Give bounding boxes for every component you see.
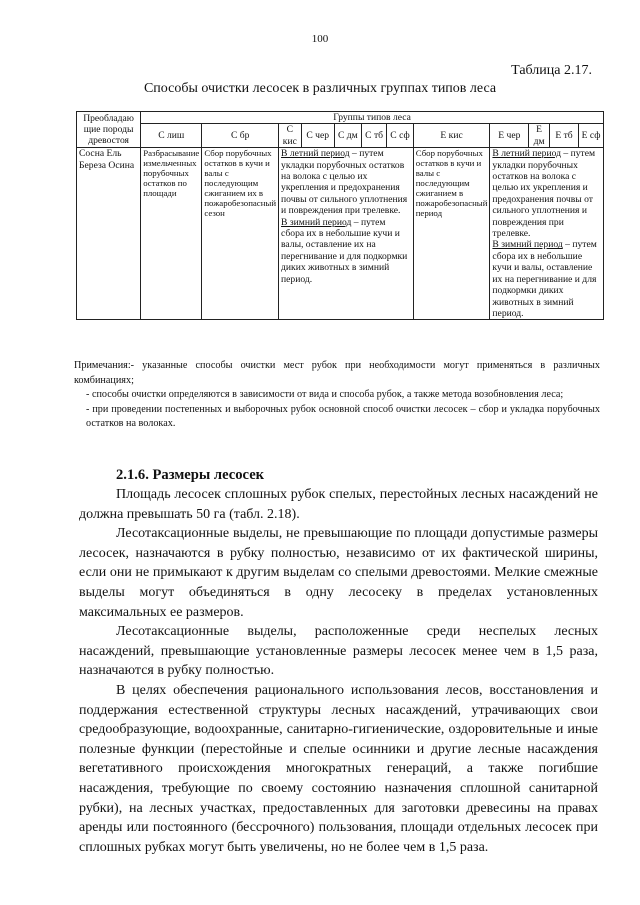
page-number: 100 (311, 33, 329, 45)
paragraph-2: Лесотаксационные выделы, не превышающие по площади допустимые размеры лесосек, назначаются в рубку полностью, независимо от их фактической ширины, если они не примыкают к другим выделам со спелыми древостоями. Мелкие смежные выделы могут объединяться в одну лесосеку в пределах установленных максимальных ее размеров. (79, 526, 598, 620)
column-header: Е чер (490, 124, 529, 148)
forest-cleaning-table (76, 111, 604, 320)
summer-text: – путем укладки порубочных остатков на волока с целью их укрепления и предохранения почвы от сильного уплотнения и повреждения при трелевке. (492, 148, 596, 240)
paragraph-3: Лесотаксационные выделы, расположенные среди неспелых лесных насаждений, превышающие установленные размеры лесосек менее чем в 1,5 раза, назначаются в рубку полностью. (79, 624, 598, 679)
method-summer-winter-s (279, 148, 414, 320)
note-3: - при проведении постепенных и выборочных рубок основной способ очистки лесосек – сбор и укладка порубочных остатков на волоках. (86, 403, 600, 430)
winter-text: – путем сбора их в небольшие кучи и валы, оставление их на перегнивание и для подкормки диких животных в зимний период. (492, 239, 597, 319)
table-body-row (77, 148, 604, 320)
table-header-row-2 (77, 124, 604, 148)
method-e-kis: Сбор порубочных остатков в кучи и валы с последующим сжиганием в пожаробезопасный период (413, 148, 490, 320)
column-header: С кис (279, 124, 302, 148)
summer-label: В летний период (492, 148, 561, 160)
table-title: Способы очистки лесосек в различных группах типов леса (143, 81, 497, 96)
table-header-row-1 (77, 112, 604, 124)
column-header: С чер (301, 124, 334, 148)
body-text (79, 485, 598, 857)
header-dominant-species: Преобладаю щие породы древостоя (77, 112, 141, 148)
column-header: Е тб (550, 124, 579, 148)
column-header: С тб (361, 124, 386, 148)
winter-label: В зимний период (492, 239, 563, 251)
column-header: Е сф (579, 124, 604, 148)
section-title: 2.1.6. Размеры лесосек (116, 467, 265, 483)
table-label: Таблица 2.17. (511, 63, 592, 78)
species-cell: Сосна Ель Береза Осина (77, 148, 141, 320)
table-notes (74, 359, 600, 432)
column-header: С бр (202, 124, 279, 148)
note-1: Примечания:- указанные способы очистки мест рубок при необходимости могут применяться в различных комбинациях; (74, 360, 600, 386)
summer-text: – путем укладки порубочных остатков на волока с целью их укрепления и предохранения почвы от сильного уплотнения и повреждения при трелевке. (281, 148, 408, 217)
header-forest-groups: Группы типов леса (141, 112, 604, 124)
column-header: С лиш (141, 124, 202, 148)
paragraph-1: Площадь лесосек сплошных рубок спелых, перестойных лесных насаждений не должна превышать 50 га (табл. 2.18). (79, 487, 598, 522)
column-header: С дм (334, 124, 361, 148)
method-s-lish: Разбрасывание измельченных порубочных остатков по площади (141, 148, 202, 320)
method-s-br: Сбор порубочных остатков в кучи и валы с последующим сжиганием их в пожаробезопасный сезон (202, 148, 279, 320)
column-header: Е кис (413, 124, 490, 148)
column-header: С сф (387, 124, 413, 148)
column-header: Е дм (529, 124, 550, 148)
winter-text: – путем сбора их в небольшие кучи и валы, оставление их на перегнивание и для подкормки диких животных в зимний период. (281, 216, 408, 285)
paragraph-4: В целях обеспечения рационального использования лесов, восстановления и поддержания естественной структуры лесных насаждений, утрачивающих свои средообразующие, водоохранные, санитарно-гигиенические, оздоровительные и иные полезные функции (перестойные и спелые осинники и другие лесные насаждения вегетативного происхождения многократных генераций, а также погибшие насаждения, требующие по своему состоянию назначения сплошной санитарной рубки), на лесных участках, предоставленных для заготовки древесины на правах аренды или постоянного (бессрочного) пользования, площади отдельных лесосек при сплошных рубках могут быть увеличены, но не более чем в 1,5 раза. (79, 682, 598, 855)
winter-label: В зимний период (281, 216, 352, 228)
note-2: - способы очистки определяются в зависимости от вида и способа рубок, а также метода возобновления леса; (86, 389, 564, 401)
method-summer-winter-e (490, 148, 604, 320)
summer-label: В летний период (281, 148, 350, 160)
